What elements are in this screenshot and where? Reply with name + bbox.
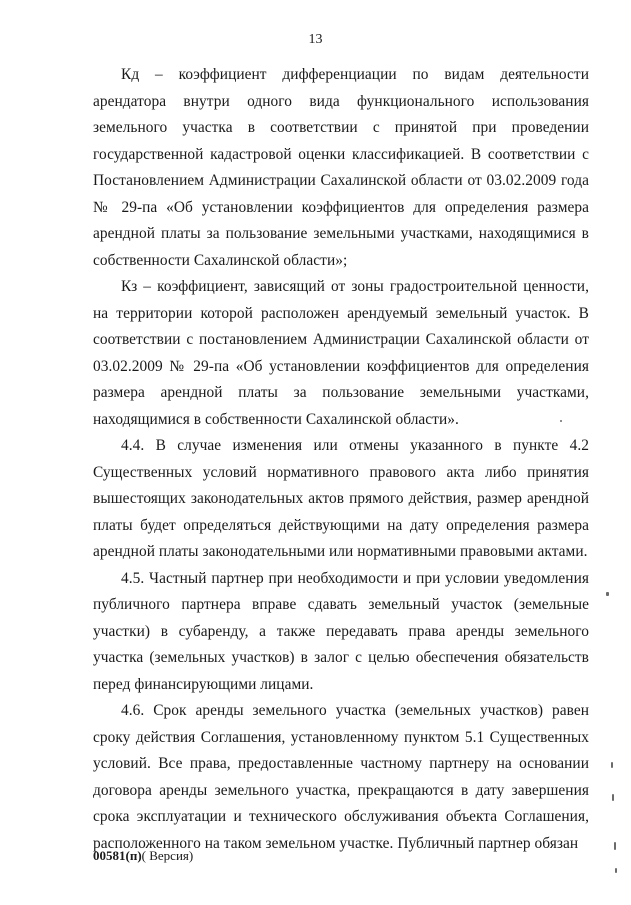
paragraph-kd-coefficient: Кд – коэффициент дифференциации по видам деятельности арендатора внутри одного вида функционального использования земельного участка в соответствии с принятой при проведении государственной кадастровой оценки классификацией. В соответствии с Постановлением Администрации Сахалинской области от 03.02.2009 года № 29-па «Об установлении коэффициентов для определения размера арендной платы за пользование земельными участками, находящимися в собственности Сахалинской области»;: [93, 66, 589, 269]
document-version: ( Версия): [141, 848, 194, 863]
scan-artifact: [612, 794, 614, 801]
scan-artifact: [615, 868, 617, 873]
document-code: 00581(п): [93, 848, 142, 863]
scan-artifact: [560, 420, 562, 422]
paragraph-kz-coefficient: Кз – коэффициент, зависящий от зоны градостроительной ценности, на территории которой расположен арендуемый земельный участок. В соответствии с постановлением Администрации Сахалинской области от 03.02.2009 № 29-па «Об установлении коэффициентов для определения размера арендной платы за пользование земельными участками, находящимися в собственности Сахалинской области».: [93, 278, 589, 428]
document-body: [93, 62, 589, 857]
document-footer: [93, 848, 193, 864]
page-number: 13: [308, 32, 323, 47]
paragraph-clause-4-4: 4.4. В случае изменения или отмены указанного в пункте 4.2 Существенных условий нормативного правового акта либо принятия вышестоящих законодательных актов прямого действия, размер арендной платы будет определяться действующими на дату определения размера арендной платы законодательными или нормативными правовыми актами.: [93, 437, 589, 560]
scan-artifact: [611, 762, 613, 768]
scan-artifact: [614, 842, 616, 850]
paragraph-clause-4-6: 4.6. Срок аренды земельного участка (земельных участков) равен сроку действия Соглашения, установленному пунктом 5.1 Существенных условий. Все права, предоставленные частному партнеру на основании договора аренды земельного участка, прекращаются в дату завершения срока эксплуатации и технического обслуживания объекта Соглашения, расположенного на таком земельном участке. Публичный партнер обязан: [93, 702, 589, 852]
paragraph-clause-4-5: 4.5. Частный партнер при необходимости и при условии уведомления публичного партнера вправе сдавать земельный участок (земельные участки) в субаренду, а также передавать права аренды земельного участка (земельных участков) в залог с целью обеспечения обязательств перед финансирующими лицами.: [93, 569, 589, 693]
scan-artifact: [606, 592, 609, 596]
